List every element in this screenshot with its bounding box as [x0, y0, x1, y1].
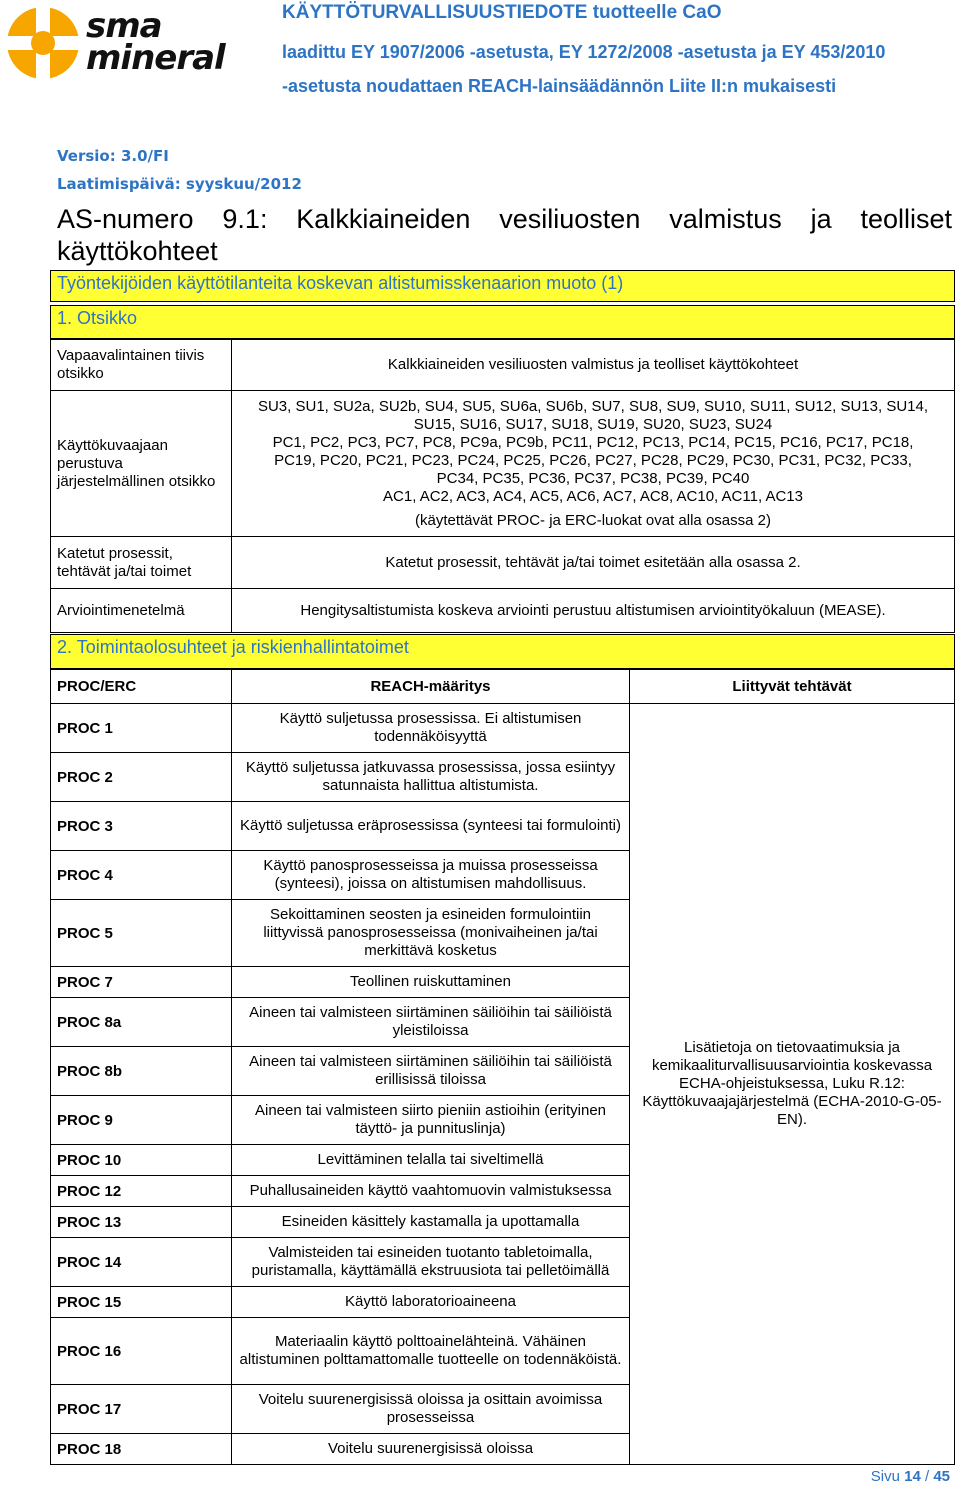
value-line: (käytettävät PROC- ja ERC-luokat ovat alla osassa 2)	[415, 511, 771, 529]
value-line: SU15, SU16, SU17, SU18, SU19, SU20, SU23, SU24	[413, 415, 773, 433]
proc-code: PROC 3	[51, 802, 232, 851]
proc-description: Aineen tai valmisteen siirto pieniin astioihin (erityinen täyttö- ja punnituslinja)	[232, 1096, 630, 1145]
page-header	[0, 0, 960, 110]
logo-text-mineral: mineral	[86, 38, 225, 78]
row-value: Kalkkiaineiden vesiliuosten valmistus ja teolliset käyttökohteet	[232, 340, 955, 391]
section1-heading: 1. Otsikko	[50, 305, 955, 339]
proc-code: PROC 5	[51, 900, 232, 967]
document-title: KÄYTTÖTURVALLISUUSTIEDOTE tuotteelle CaO	[282, 2, 722, 23]
proc-description: Käyttö panosprosesseissa ja muissa prosesseissa (synteesi), joissa on altistumisen mahdollisuus.	[232, 851, 630, 900]
table-header-row	[51, 670, 955, 704]
table-row	[51, 589, 955, 633]
proc-description: Voitelu suurenergisissä oloissa ja osittain avoimissa prosesseissa	[232, 1385, 630, 1434]
row-label: Katetut prosessit, tehtävät ja/tai toimet	[51, 537, 232, 589]
proc-code: PROC 9	[51, 1096, 232, 1145]
page-separator: /	[924, 1468, 930, 1485]
section2-heading: 2. Toimintaolosuhteet ja riskienhallintatoimet	[50, 634, 955, 669]
proc-code: PROC 4	[51, 851, 232, 900]
value-line: PC34, PC35, PC36, PC37, PC38, PC39, PC40	[436, 469, 750, 487]
proc-code: PROC 13	[51, 1207, 232, 1238]
proc-description: Käyttö suljetussa eräprosessissa (synteesi tai formulointi)	[232, 802, 630, 851]
col-header-tasks: Liittyvät tehtävät	[630, 670, 955, 704]
sun-logo-icon	[6, 6, 80, 80]
proc-code: PROC 17	[51, 1385, 232, 1434]
date-label: Laatimispäivä: syyskuu/2012	[57, 175, 302, 193]
es-title: AS-numero 9.1: Kalkkiaineiden vesiliuosten valmistus ja teolliset käyttökohteet	[57, 204, 952, 266]
table-row	[51, 340, 955, 391]
col-header-reach: REACH-määritys	[232, 670, 630, 704]
row-label: Vapaavalintainen tiivis otsikko	[51, 340, 232, 391]
proc-code: PROC 8b	[51, 1047, 232, 1096]
proc-code: PROC 12	[51, 1176, 232, 1207]
regulation-line-1: laadittu EY 1907/2006 -asetusta, EY 1272/2008 -asetusta ja EY 453/2010	[282, 42, 886, 62]
company-logo	[4, 4, 274, 84]
proc-description: Aineen tai valmisteen siirtäminen säiliöihin tai säiliöistä erillisissä tiloissa	[232, 1047, 630, 1096]
row-label: Käyttökuvaajaan perustuva järjestelmällinen otsikko	[51, 391, 232, 537]
proc-code: PROC 2	[51, 753, 232, 802]
table-row	[51, 704, 955, 753]
row-value	[232, 391, 955, 537]
proc-code: PROC 18	[51, 1434, 232, 1465]
proc-code: PROC 8a	[51, 998, 232, 1047]
proc-description: Käyttö suljetussa jatkuvassa prosessissa, jossa esiintyy satunnaista hallittua altistumista.	[232, 753, 630, 802]
row-value: Hengitysaltistumista koskeva arviointi perustuu altistumisen arviointityökaluun (MEASE).	[232, 589, 955, 633]
regulation-line-2: -asetusta noudattaen REACH-lainsäädännön Liite II:n mukaisesti	[282, 76, 837, 96]
related-tasks-note: Lisätietoja on tietovaatimuksia ja kemikaaliturvallisuusarviointia koskevassa ECHA-ohjeistuksessa, Luku R.12: Käyttökuvaajajärjestelmä (ECHA-2010-G-05-EN).	[630, 704, 955, 1465]
value-line: PC19, PC20, PC21, PC23, PC24, PC25, PC26, PC27, PC28, PC29, PC30, PC31, PC32, PC33,	[274, 451, 912, 469]
proc-code: PROC 1	[51, 704, 232, 753]
value-line: AC1, AC2, AC3, AC4, AC5, AC6, AC7, AC8, AC10, AC11, AC13	[383, 487, 803, 505]
proc-code: PROC 16	[51, 1318, 232, 1385]
proc-description: Teollinen ruiskuttaminen	[232, 967, 630, 998]
proc-description: Sekoittaminen seosten ja esineiden formulointiin liittyvissä panosprosesseissa (monivaiheinen ja/tai merkittävä kosketus	[232, 900, 630, 967]
col-header-proc: PROC/ERC	[51, 670, 232, 704]
version-label: Versio: 3.0/FI	[57, 147, 169, 165]
page-label: Sivu	[870, 1468, 900, 1485]
proc-description: Valmisteiden tai esineiden tuotanto tabletoimalla, puristamalla, käyttämällä ekstruusiota tai pelletöimällä	[232, 1238, 630, 1287]
proc-description: Voitelu suurenergisissä oloissa	[232, 1434, 630, 1465]
page-current: 14	[904, 1468, 921, 1485]
proc-code: PROC 10	[51, 1145, 232, 1176]
row-value: Katetut prosessit, tehtävät ja/tai toimet esitetään alla osassa 2.	[232, 537, 955, 589]
section2-table	[50, 669, 955, 1465]
proc-description: Käyttö suljetussa prosessissa. Ei altistumisen todennäköisyyttä	[232, 704, 630, 753]
proc-description: Aineen tai valmisteen siirtäminen säiliöihin tai säiliöistä yleistiloissa	[232, 998, 630, 1047]
proc-description: Esineiden käsittely kastamalla ja upottamalla	[232, 1207, 630, 1238]
value-line: PC1, PC2, PC3, PC7, PC8, PC9a, PC9b, PC11, PC12, PC13, PC14, PC15, PC16, PC17, PC18,	[272, 433, 914, 451]
row-label: Arviointimenetelmä	[51, 589, 232, 633]
proc-code: PROC 14	[51, 1238, 232, 1287]
proc-code: PROC 7	[51, 967, 232, 998]
logo-text-sma: sma	[86, 6, 162, 46]
section-header: Työntekijöiden käyttötilanteita koskevan altistumisskenaarion muoto (1)	[50, 270, 955, 302]
proc-code: PROC 15	[51, 1287, 232, 1318]
proc-description: Materiaalin käyttö polttoainelähteinä. Vähäinen altistuminen polttamattomalle tuotteelle on todennäköistä.	[232, 1318, 630, 1385]
page-total: 45	[933, 1468, 950, 1485]
value-line: SU3, SU1, SU2a, SU2b, SU4, SU5, SU6a, SU6b, SU7, SU8, SU9, SU10, SU11, SU12, SU13, SU14,	[257, 397, 929, 415]
proc-description: Levittäminen telalla tai siveltimellä	[232, 1145, 630, 1176]
page-number	[871, 1468, 950, 1485]
proc-description: Käyttö laboratorioaineena	[232, 1287, 630, 1318]
table-row	[51, 537, 955, 589]
section1-table	[50, 339, 955, 633]
proc-description: Puhallusaineiden käyttö vaahtomuovin valmistuksessa	[232, 1176, 630, 1207]
table-row	[51, 391, 955, 537]
